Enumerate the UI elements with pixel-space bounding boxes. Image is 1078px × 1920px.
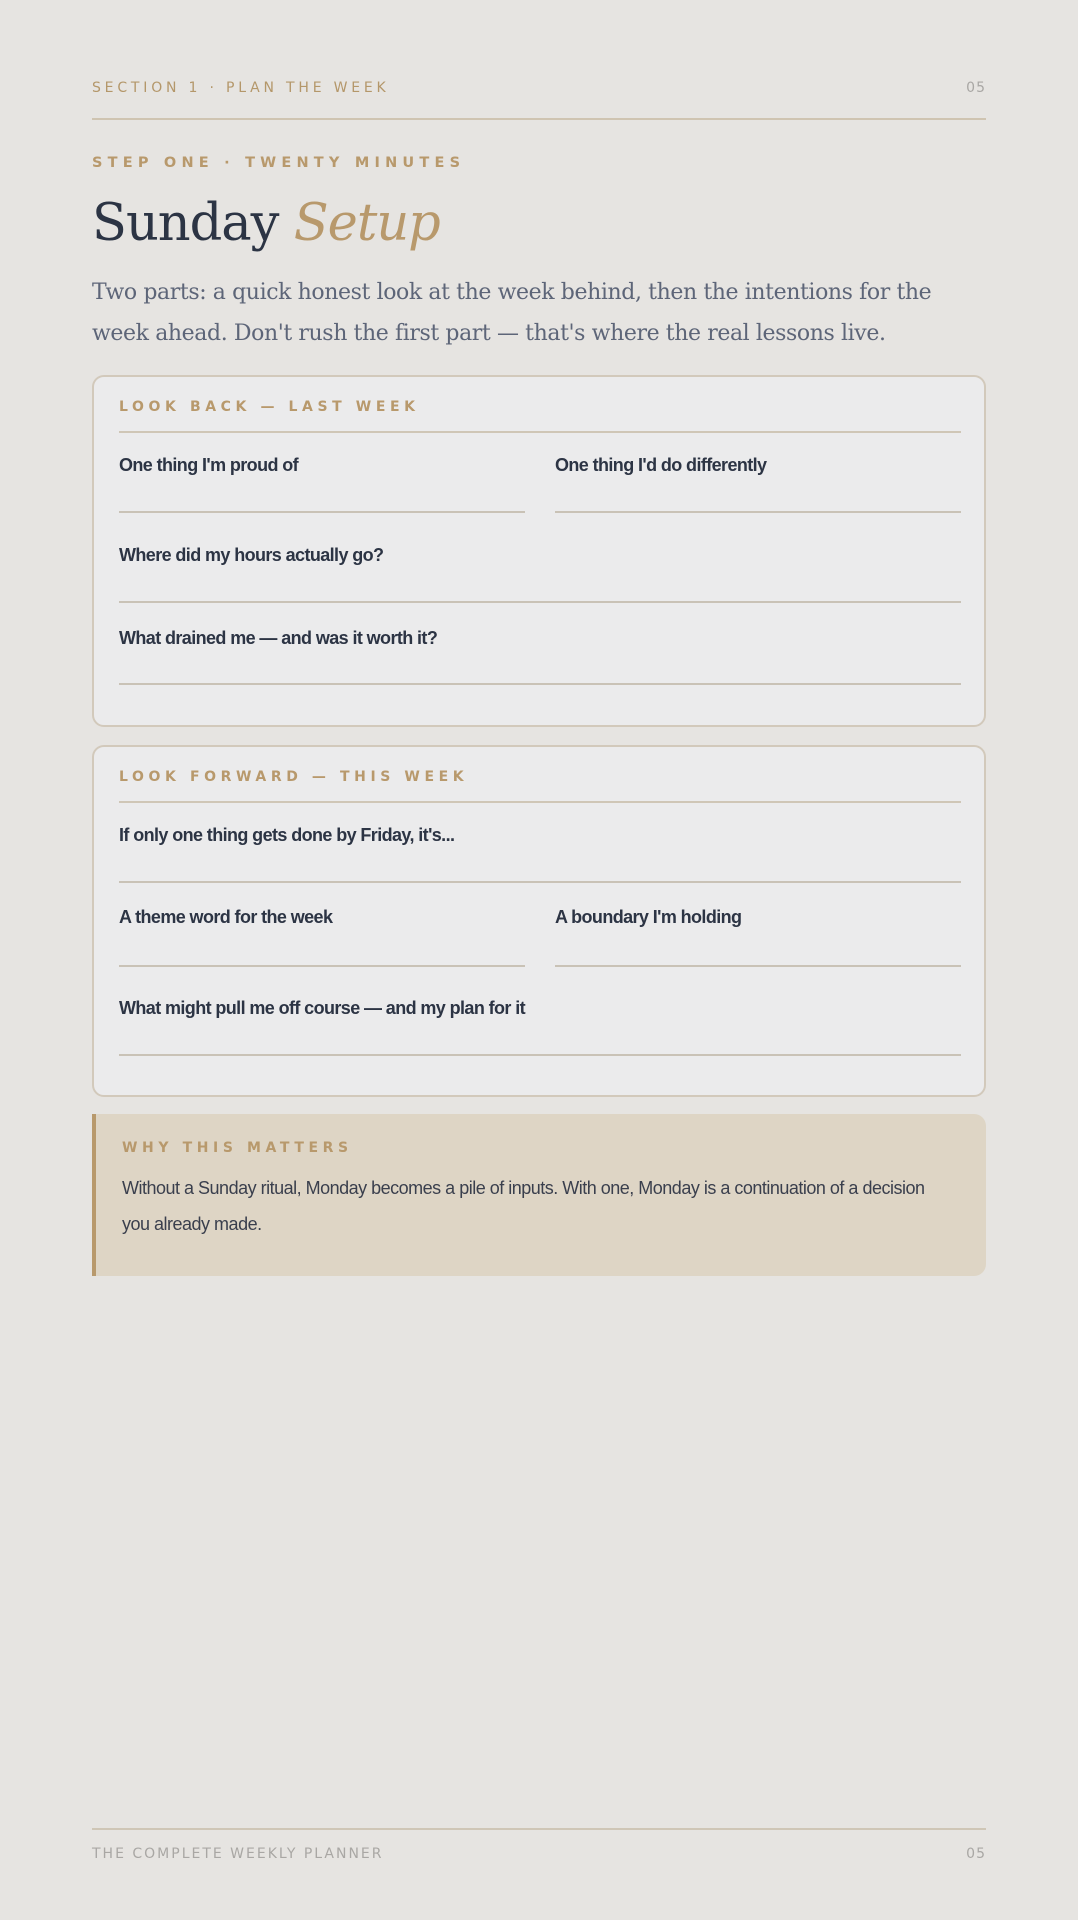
page-footer	[92, 1828, 986, 1862]
planner-page	[92, 0, 986, 1920]
title-main: Sunday	[92, 194, 279, 253]
callout-heading: WHY THIS MATTERS	[122, 1140, 353, 1156]
intro-paragraph: Two parts: a quick honest look at the week behind, then the intentions for the week ahead. Don't rush the first part — that's where the real lessons live.	[92, 280, 932, 346]
do-differently-field[interactable]	[555, 455, 961, 513]
section-label: SECTION 1 · PLAN THE WEEK	[92, 80, 390, 96]
look-back-card	[92, 375, 986, 727]
field-label: What drained me — and was it worth it?	[119, 628, 438, 648]
page-title	[92, 185, 440, 263]
hours-went-field[interactable]	[119, 545, 961, 603]
field-label: If only one thing gets done by Friday, it's...	[119, 825, 455, 845]
field-label: Where did my hours actually go?	[119, 545, 384, 565]
off-course-field[interactable]	[119, 998, 961, 1056]
field-label: A theme word for the week	[119, 907, 333, 927]
drained-me-field[interactable]	[119, 628, 961, 685]
field-label: One thing I'd do differently	[555, 455, 767, 475]
why-this-matters-callout	[92, 1114, 986, 1276]
look-forward-heading: LOOK FORWARD — THIS WEEK	[119, 769, 961, 803]
field-label: What might pull me off course — and my plan for it	[119, 998, 526, 1018]
boundary-field[interactable]	[555, 907, 961, 967]
field-label: One thing I'm proud of	[119, 455, 299, 475]
step-eyebrow: STEP ONE · TWENTY MINUTES	[92, 155, 466, 171]
look-back-heading: LOOK BACK — LAST WEEK	[119, 399, 961, 433]
footer-page-number: 05	[966, 1846, 986, 1862]
callout-body: Without a Sunday ritual, Monday becomes a pile of inputs. With one, Monday is a continuation of a decision you already made.	[122, 1178, 925, 1234]
theme-word-field[interactable]	[119, 907, 525, 967]
title-accent: Setup	[293, 194, 440, 253]
footer-title: THE COMPLETE WEEKLY PLANNER	[92, 1846, 384, 1862]
page-number: 05	[966, 80, 986, 96]
look-forward-card	[92, 745, 986, 1097]
page-header	[92, 80, 986, 120]
proud-of-field[interactable]	[119, 455, 525, 513]
one-thing-field[interactable]	[119, 825, 961, 883]
field-label: A boundary I'm holding	[555, 907, 742, 927]
